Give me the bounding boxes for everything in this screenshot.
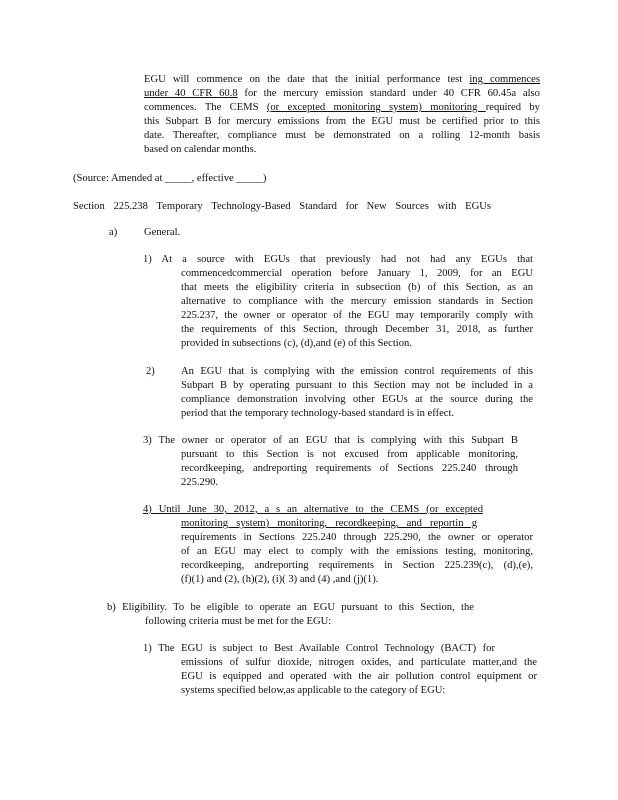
item-a2-line-4: period that the temporary technology-based standard is in effect. (181, 408, 455, 419)
item-a3 (143, 434, 518, 448)
item-a4 (143, 503, 483, 517)
item-a3-line-3: recordkeeping, andreporting requirements of Sections 225.240 through (181, 463, 518, 474)
subsection-a-label: a) (109, 227, 118, 238)
item-a2-line-2: Subpart B by operating pursuant to this Section may not be included in a (181, 380, 533, 391)
item-b1-line-1: 1) The EGU is subject to Best Available Control Technology (BACT) for (143, 643, 495, 654)
item-a4-body (181, 517, 533, 587)
item-b1-line-4: systems specified below,as applicable to the category of EGU: (181, 685, 446, 696)
item-a3-line-2: pursuant to this Section is not excused from applicable monitoring, (181, 449, 518, 460)
intro-line-2: under 40 CFR 60.8 for the mercury emission standard under 40 CFR 60.45a also (144, 88, 540, 99)
item-a1-line-1: 1) At a source with EGUs that previously had not had any EGUs that (143, 254, 533, 265)
item-a4-line-2: monitoring system) monitoring, recordkeeping, and reportin g (181, 518, 477, 529)
item-a3-line-4: 225.290. (181, 477, 219, 488)
item-a1-line-3: that meets the eligibility criteria in subsection (b) of this Section, as an (181, 282, 533, 293)
intro-line-3: commences. The CEMS (or excepted monitoring system) monitoring required by (144, 102, 540, 113)
source-note: (Source: Amended at _____, effective _____) (73, 173, 267, 184)
item-a4-line-5: recordkeeping, andreporting requirements in Section 225.239(c), (d),(e), (181, 560, 533, 571)
item-a4-line-1: 4) Until June 30, 2012, a s an alternative to the CEMS (or excepted (143, 504, 483, 515)
item-a1-line-4: alternative to compliance with the mercury emission standards in Section (181, 296, 533, 307)
item-b1-line-3: EGU is equipped and operated with the air pollution control equipment or (181, 671, 537, 682)
subsection-a-title: General. (144, 227, 181, 238)
item-a3-line-1: 3) The owner or operator of an EGU that is complying with this Subpart B (143, 435, 518, 446)
item-a1-line-7: provided in subsections (c), (d),and (e) of this Section. (181, 338, 412, 349)
intro-line-1: EGU will commence on the date that the initial performance test ing commences (144, 74, 540, 85)
item-a3-body (181, 448, 518, 490)
section-heading: Section 225.238 Temporary Technology-Based Standard for New Sources with EGUs (73, 201, 491, 212)
intro-line-6: based on calendar months. (144, 144, 257, 155)
subsection-b (107, 601, 474, 615)
subsection-b-line-1: b) Eligibility. To be eligible to operate an EGU pursuant to this Section, the (107, 602, 474, 613)
subsection-b-line-2: following criteria must be met for the EGU: (145, 616, 332, 627)
intro-line-5: date. Thereafter, compliance must be demonstrated on a rolling 12-month basis (144, 130, 540, 141)
item-a2-body (181, 365, 533, 421)
intro-paragraph (144, 73, 540, 157)
item-a1-line-5: 225.237, the owner or operator of the EGU may temporarily comply with (181, 310, 533, 321)
item-a4-line-4: of an EGU may elect to comply with the emissions testing, monitoring, (181, 546, 533, 557)
item-a1-line-2: commencedcommercial operation before January 1, 2009, for an EGU (181, 268, 533, 279)
item-a4-line-3: requirements in Sections 225.240 through 225.290, the owner or operator (181, 532, 533, 543)
item-b1-body (181, 656, 537, 698)
item-a1-body (181, 267, 533, 351)
item-a2-line-1: An EGU that is complying with the emission control requirements of this (181, 366, 533, 377)
item-b1 (143, 642, 495, 656)
item-a2-line-3: compliance demonstration involving other EGUs at the source during the (181, 394, 533, 405)
item-a1-line-6: the requirements of this Section, through December 31, 2018, as further (181, 324, 533, 335)
item-a2-label: 2) (146, 366, 155, 377)
intro-line-4: this Subpart B for mercury emissions from the EGU must be certified prior to this (144, 116, 540, 127)
item-a1 (143, 253, 533, 267)
item-b1-line-2: emissions of sulfur dioxide, nitrogen oxides, and particulate matter,and the (181, 657, 537, 668)
item-a4-line-6: (f)(1) and (2), (h)(2), (i)( 3) and (4) ,and (j)(1). (181, 574, 379, 585)
